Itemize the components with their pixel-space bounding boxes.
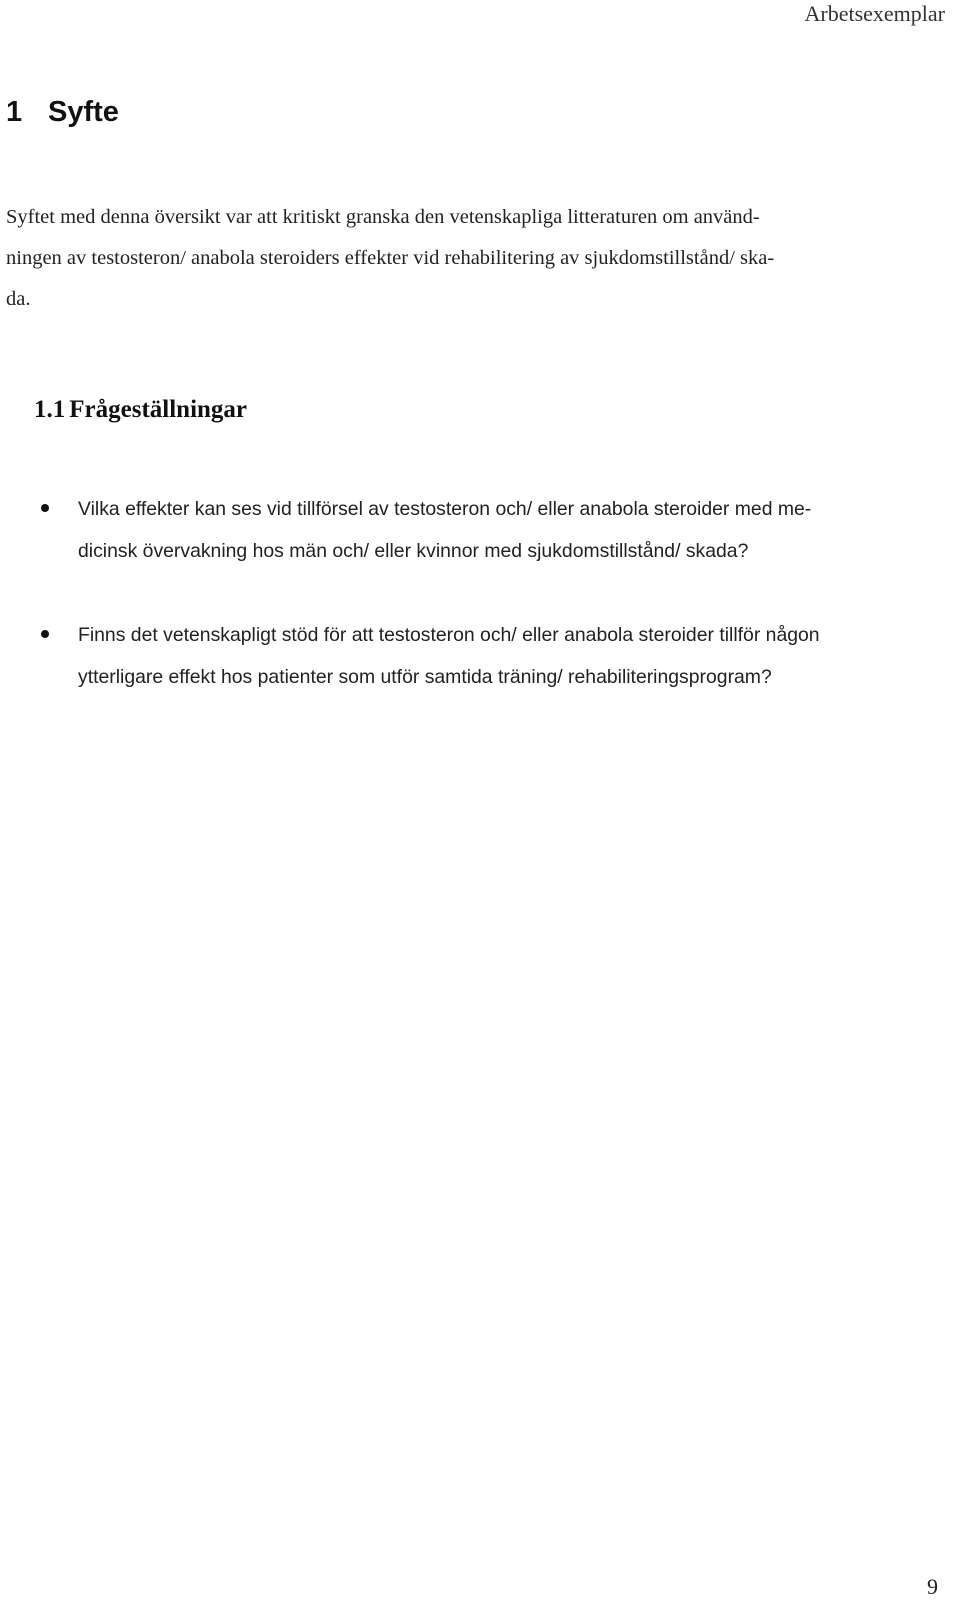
paragraph-line: ningen av testosteron/ anabola steroiders effekter vid rehabilitering av sjukdomstillstånd/ ska- [6,247,775,269]
bullet-icon [41,630,49,638]
question-line: Vilka effekter kan ses vid tillförsel av testosteron och/ eller anabola steroider med me- [78,498,812,520]
subsection-heading [34,393,247,427]
question-line: dicinsk övervakning hos män och/ eller kvinnor med sjukdomstillstånd/ skada? [78,540,749,562]
subsection-number: 1.1 [34,396,66,423]
list-item [0,488,940,572]
paragraph-line: da. [6,288,31,310]
question-line: ytterligare effekt hos patienter som utför samtida träning/ rehabiliteringsprogram? [78,666,772,688]
section-number: 1 [6,96,23,128]
header-note: Arbetsexemplar [804,1,945,26]
page-number: 9 [927,1574,938,1599]
section-title: Syfte [48,96,119,128]
question-list [0,488,940,740]
paragraph-line: Syftet med denna översikt var att kritiskt granska den vetenskapliga litteraturen om använd- [6,206,760,228]
question-line: Finns det vetenskapligt stöd för att testosteron och/ eller anabola steroider tillför någon [78,624,820,646]
list-item [0,614,940,698]
section-heading [6,92,119,132]
bullet-icon [41,504,49,512]
purpose-paragraph [6,197,936,320]
subsection-title: Frågeställningar [69,396,248,423]
